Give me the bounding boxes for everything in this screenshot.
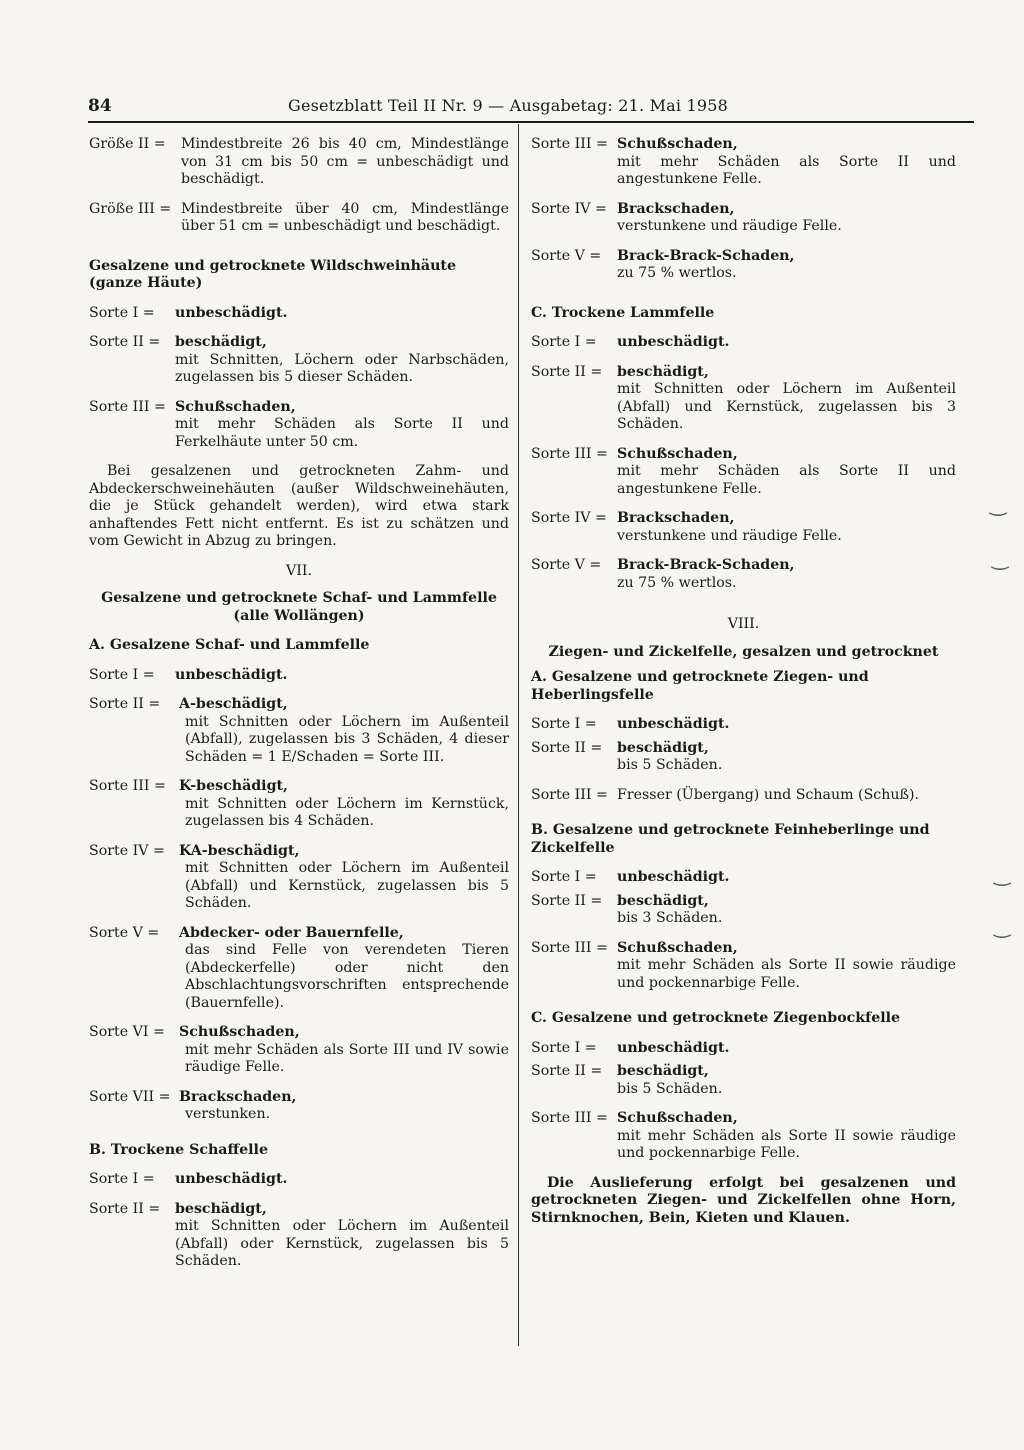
item-text: mit mehr Schäden als Sorte II und Ferkelhäute unter 50 cm.: [175, 416, 509, 450]
item-label: Größe II =: [89, 136, 166, 152]
margin-mark: ‿: [994, 914, 1011, 938]
item-label: Sorte III =: [531, 1110, 608, 1126]
running-title: Gesetzblatt Teil II Nr. 9 — Ausgabetag: 21. Mai 1958: [288, 96, 729, 115]
item-text: bis 3 Schäden.: [617, 910, 723, 926]
closing-paragraph: Die Auslieferung erfolgt bei gesalzenen und getrockneten Ziegen- und Zickelfellen ohne Horn, Stirnknochen, Bein, Kieten und Klauen.: [531, 1174, 956, 1226]
item-text: bis 5 Schäden.: [617, 757, 723, 773]
item-label: Sorte II =: [531, 1063, 603, 1079]
item-label: Sorte III =: [89, 398, 166, 415]
item-head: Brackschaden,: [617, 200, 735, 217]
page-number: 84: [88, 96, 112, 116]
column-divider: [518, 124, 519, 1346]
sorte-item: [89, 696, 509, 766]
sorte-item: [531, 334, 956, 352]
item-text: verstunken.: [185, 1106, 271, 1122]
sorte-item: [531, 869, 956, 887]
item-text: das sind Felle von verendeten Tieren (Abdeckerfelle) oder nicht den Abschlachtungsvorschriften entsprechende (Bauernfelle).: [185, 942, 509, 1011]
item-text: bis 5 Schäden.: [617, 1080, 723, 1097]
sorte-item: [531, 364, 956, 434]
item-head: K-beschädigt,: [179, 778, 288, 794]
sorte-item: [531, 893, 956, 928]
item-label: Sorte IV =: [531, 510, 607, 526]
item-text: Fresser (Übergang) und Schaum (Schuß).: [617, 786, 920, 803]
sorte-item: [89, 399, 509, 452]
item-head: Schußschaden,: [617, 1110, 738, 1126]
item-label: Sorte V =: [89, 924, 160, 941]
sorte-item: [89, 925, 509, 1013]
item-head: Schußschaden,: [175, 398, 296, 415]
item-head: Abdecker- oder Bauernfelle,: [179, 924, 404, 941]
item-text: mit Schnitten oder Löchern im Außenteil (Abfall) und Kernstück, zugelassen bis 3 Schäden.: [617, 381, 956, 432]
item-head: Brackschaden,: [617, 510, 735, 526]
subsection-title-z-c: C. Gesalzene und getrocknete Ziegenbockfelle: [531, 1010, 901, 1026]
item-label: Sorte VII =: [89, 1088, 171, 1105]
item-head: Brack-Brack-Schaden,: [617, 557, 795, 573]
item-label: Sorte I =: [531, 1039, 597, 1056]
item-head: unbeschädigt.: [617, 334, 730, 350]
sorte-item: [531, 940, 956, 993]
item-label: Sorte V =: [531, 247, 602, 264]
section-number-viii: VIII.: [727, 616, 760, 632]
item-text: mit mehr Schäden als Sorte II und angestunkene Felle.: [617, 153, 956, 187]
right-column: [531, 136, 956, 1239]
sorte-item: [531, 740, 956, 775]
sorte-item: [531, 446, 956, 499]
item-label: Größe III =: [89, 200, 172, 217]
sorte-item: [531, 716, 956, 734]
sorte-item: [89, 778, 509, 831]
margin-mark: ‿: [994, 862, 1011, 886]
item-text: mit mehr Schäden als Sorte II sowie räudige und pockennarbige Felle.: [617, 1127, 956, 1161]
item-text: mit Schnitten oder Löchern im Außenteil (Abfall) und Kernstück, zugelassen bis 5 Schäden.: [185, 860, 509, 911]
item-head: Brack-Brack-Schaden,: [617, 247, 795, 264]
sorte-item: [531, 510, 956, 545]
item-head: beschädigt,: [617, 363, 709, 380]
item-head: unbeschädigt.: [617, 1039, 730, 1056]
sorte-item: [531, 136, 956, 189]
item-text: zu 75 % wertlos.: [617, 574, 737, 591]
item-head: Schußschaden,: [617, 939, 738, 956]
item-label: Sorte I =: [531, 716, 597, 732]
item-label: Sorte II =: [89, 696, 161, 712]
item-label: Sorte IV =: [531, 200, 607, 217]
item-label: Sorte IV =: [89, 842, 165, 859]
sorte-item: [89, 1171, 509, 1189]
section-title-vii: Gesalzene und getrocknete Schaf- und Lammfelle: [101, 590, 497, 606]
margin-mark: ‿: [990, 492, 1007, 516]
groesse-item: [89, 136, 509, 189]
subsection-title-b: B. Trockene Schaffelle: [89, 1141, 268, 1158]
item-text: Mindestbreite über 40 cm, Mindestlänge über 51 cm = unbeschädigt und beschädigt.: [181, 200, 509, 234]
header-rule: [88, 121, 974, 123]
groesse-item: [89, 201, 509, 236]
page-header: [88, 96, 948, 118]
item-head: beschädigt,: [175, 1200, 267, 1217]
item-head: KA-beschädigt,: [179, 842, 300, 859]
groesse-list: [89, 136, 509, 236]
subsection-title-c: C. Trockene Lammfelle: [531, 304, 715, 321]
item-label: Sorte III =: [531, 136, 608, 152]
item-head: unbeschädigt.: [175, 666, 288, 683]
sorte-item: [89, 305, 509, 323]
item-label: Sorte III =: [531, 445, 608, 462]
item-text: mit mehr Schäden als Sorte II sowie räudige und pockennarbige Felle.: [617, 957, 956, 991]
section-number-vii: VII.: [286, 562, 312, 579]
section-title-wildschwein: Gesalzene und getrocknete Wildschweinhäute (ganze Häute): [89, 257, 457, 291]
left-column: [89, 136, 509, 1283]
sorte-item: [89, 843, 509, 913]
sorte-item: [89, 1024, 509, 1077]
margin-mark: ‿: [992, 546, 1009, 570]
subsection-title-z-b: B. Gesalzene und getrocknete Feinheberlinge und Zickelfelle: [531, 822, 930, 856]
item-head: unbeschädigt.: [617, 869, 730, 885]
item-head: unbeschädigt.: [617, 716, 730, 732]
item-label: Sorte I =: [89, 1171, 155, 1187]
sorte-item: [531, 1110, 956, 1163]
item-text: mit Schnitten oder Löchern im Außenteil (Abfall), zugelassen bis 3 Schäden, 4 dieser Schäden = 1 E/Schaden = Sorte III.: [185, 713, 509, 765]
sorte-item: [89, 1089, 509, 1124]
item-label: Sorte II =: [531, 739, 603, 756]
item-text: mit Schnitten oder Löchern im Kernstück, zugelassen bis 4 Schäden.: [185, 795, 509, 829]
item-text: mit Schnitten oder Löchern im Außenteil (Abfall) oder Kernstück, zugelassen bis 5 Schäden.: [175, 1218, 509, 1269]
item-head: Schußschaden,: [617, 445, 738, 462]
item-label: Sorte I =: [531, 334, 597, 350]
item-text: zu 75 % wertlos.: [617, 265, 737, 281]
sorte-item: [531, 248, 956, 283]
item-label: Sorte I =: [89, 304, 155, 321]
item-text: mit mehr Schäden als Sorte III und IV sowie räudige Felle.: [185, 1041, 509, 1075]
item-head: Brackschaden,: [179, 1088, 297, 1105]
item-label: Sorte I =: [89, 666, 155, 683]
section-subtitle-vii: (alle Wollängen): [233, 607, 365, 624]
item-head: Schußschaden,: [617, 136, 738, 152]
item-text: verstunkene und räudige Felle.: [617, 218, 842, 234]
item-label: Sorte III =: [531, 939, 608, 956]
sorte-item: [531, 1063, 956, 1098]
item-head: unbeschädigt.: [175, 1171, 288, 1187]
item-text: mit mehr Schäden als Sorte II und angestunkene Felle.: [617, 463, 956, 497]
item-label: Sorte V =: [531, 557, 602, 573]
sorte-item: [89, 667, 509, 685]
sorte-item: [89, 1201, 509, 1271]
item-text: Mindestbreite 26 bis 40 cm, Mindestlänge von 31 cm bis 50 cm = unbeschädigt und beschädigt.: [181, 136, 509, 187]
item-label: Sorte II =: [531, 363, 603, 380]
sorte-item: [531, 557, 956, 592]
sorte-item: [89, 334, 509, 387]
item-label: Sorte II =: [531, 892, 603, 909]
subsection-title-z-a: A. Gesalzene und getrocknete Ziegen- und Heberlingsfelle: [531, 669, 869, 703]
item-head: beschädigt,: [617, 892, 709, 909]
sorte-item: [531, 787, 956, 805]
item-head: Schußschaden,: [179, 1024, 300, 1040]
item-label: Sorte II =: [89, 334, 161, 350]
item-label: Sorte VI =: [89, 1024, 165, 1040]
sorte-item: [531, 201, 956, 236]
item-head: beschädigt,: [617, 739, 709, 756]
paragraph-zahm: Bei gesalzenen und getrockneten Zahm- und Abdeckerschweinehäuten (außer Wildschweinehäuten, die je Stück gehandelt werden), wird etwa stark anhaftendes Fett nicht entfernt. Es ist zu schätzen und vom Gewicht in Abzug zu bringen.: [89, 463, 509, 549]
item-head: beschädigt,: [617, 1063, 709, 1079]
item-text: mit Schnitten, Löchern oder Narbschäden, zugelassen bis 5 dieser Schäden.: [175, 351, 509, 385]
item-label: Sorte III =: [89, 778, 166, 794]
subsection-title-a: A. Gesalzene Schaf- und Lammfelle: [89, 637, 370, 653]
section-title-viii: Ziegen- und Zickelfelle, gesalzen und getrocknet: [548, 643, 939, 660]
item-label: Sorte I =: [531, 869, 597, 885]
item-head: beschädigt,: [175, 334, 267, 350]
item-label: Sorte III =: [531, 786, 608, 803]
item-head: A-beschädigt,: [179, 696, 288, 712]
item-label: Sorte II =: [89, 1200, 161, 1217]
sorte-item: [531, 1040, 956, 1058]
item-text: verstunkene und räudige Felle.: [617, 527, 842, 544]
item-head: unbeschädigt.: [175, 304, 288, 321]
